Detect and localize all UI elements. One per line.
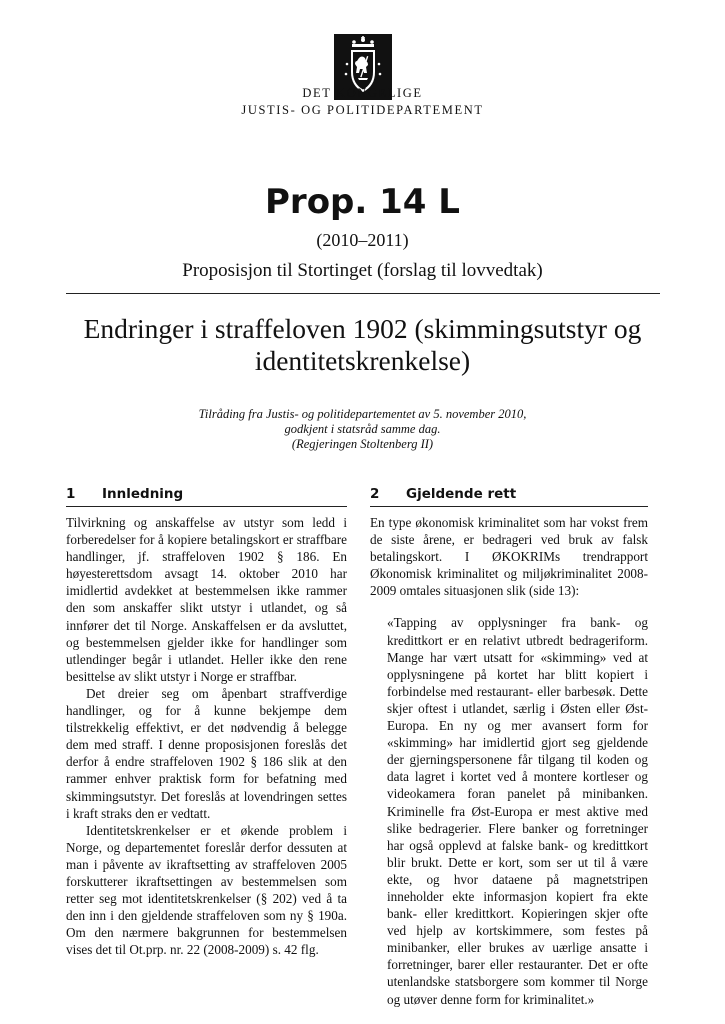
section-gjeldende-rett (370, 486, 648, 1008)
approval-line-2: godkjent i statsråd samme dag. (284, 422, 441, 436)
section-title: Gjeldende rett (406, 486, 517, 502)
block-quote: «Tapping av opplysninger fra bank- og kredittkort er en relativt utbredt bedrageriform. Mange har vært utsatt for «skimming» ved at opplysningene på kortet har blitt kopiert i forbindelse med restaurant- eller barbesøk. Dette skjer oftest i utlandet, særlig i Østen eller Øst-Europa. En ny og mer avansert form for «skimming» har imidlertid gjort seg gjeldende der gjerningspersonene får tilgang til koden og data lagret i kortet ved å montere kortleser og videokamera foran panelet på minibanken. Kriminelle fra Øst-Europa er mest aktive med slike bedragerier. Flere banker og forretninger har også opplevd at falske bank- og kredittkort blir brukt. Dette er kort, som ser ut til å være ekte, og hvor dataene på magnetstripen inneholder ekte informasjon kopiert fra ekte bank- eller kredittkort. Kopieringen skjer ofte ved hjelp av kortskimmere, som festes på minibanker, eller brukes av uærlige ansatte i forretninger, barer eller restauranter. Det er ofte utenlandske statsborgere som kommer til Norge og utøver denne form for kriminalitet.» (387, 615, 648, 1007)
proposition-title: Prop. 14 L (265, 182, 460, 222)
proposition-years: (2010–2011) (316, 230, 409, 250)
approval-note (0, 407, 725, 452)
header-divider (66, 293, 660, 294)
proposition-subtitle: Proposisjon til Stortinget (forslag til lovvedtak) (182, 260, 543, 281)
approval-line-3: (Regjeringen Stoltenberg II) (291, 437, 434, 451)
section-title: Innledning (102, 486, 184, 502)
section-number: 1 (66, 486, 76, 502)
paragraph: En type økonomisk kriminalitet som har vokst frem de siste årene, er bedrageri ved bruk av falsk betalingskort. I ØKOKRIMs trendrapport Økonomisk kriminalitet og miljøkriminalitet 2008-2009 omtales situasjonen slik (side 13): (370, 515, 648, 599)
paragraph: Det dreier seg om åpenbart straffverdige handlinger, og for å kunne bekjempe dem tilstrekkelig effektivt, er det nødvendig å belegge dem med straff. I denne proposisjonen foreslås det derfor å endre straffeloven 1902 § 186 slik at den rammer enhver praktisk form for befatning med skimmingsutstyr. Det foreslås at lovendringen settes i kraft straks den er vedtatt. (66, 685, 347, 821)
section-heading (370, 486, 648, 506)
section-body (370, 514, 648, 599)
section-heading (66, 486, 347, 506)
approval-line-1: Tilråding fra Justis- og politidepartementet av 5. november 2010, (198, 407, 527, 421)
paragraph: Identitetskrenkelser er et økende problem i Norge, og departementet foreslår derfor dessuten at man i påvente av ikraftsetting av straffeloven 2005 forskutterer ikraftsettingen av bestemmelsen som retter seg mot identitetskrenkelser (§ 202) ved å ta den inn i den gjeldende straffeloven som ny § 190a. Om den nærmere bakgrunnen for bestemmelsen vises det til Ot.prp. nr. 22 (2008-2009) s. 42 flg. (66, 822, 347, 958)
document-title: Endringer i straffeloven 1902 (skimmingsutstyr og identitetskrenkelse) (83, 313, 642, 376)
ministry-line-1: DET KONGELIGE (302, 86, 423, 100)
section-divider (370, 506, 648, 507)
section-number: 2 (370, 486, 380, 502)
paragraph: Tilvirkning og anskaffelse av utstyr som ledd i forberedelser for å kopiere betalingskort er straffbare handlinger, jf. straffeloven 1902 § 186. En høyesterettsdom avsagt 14. oktober 2010 har imidlertid avdekket at bestemmelsen ikke rammer den som anskaffer slikt utstyr i utlandet, og så innfører det til Norge. Anskaffelsen er da avsluttet, og bestemmelsen gjelder ikke for handlinger som utlendinger begår i utlandet. Heller ikke den rene besittelse av slikt utstyr i Norge er straffbar. (66, 515, 347, 684)
ministry-line-2: JUSTIS- OG POLITIDEPARTEMENT (241, 103, 484, 117)
section-divider (66, 506, 347, 507)
section-innledning (66, 486, 347, 958)
section-body (66, 514, 347, 958)
